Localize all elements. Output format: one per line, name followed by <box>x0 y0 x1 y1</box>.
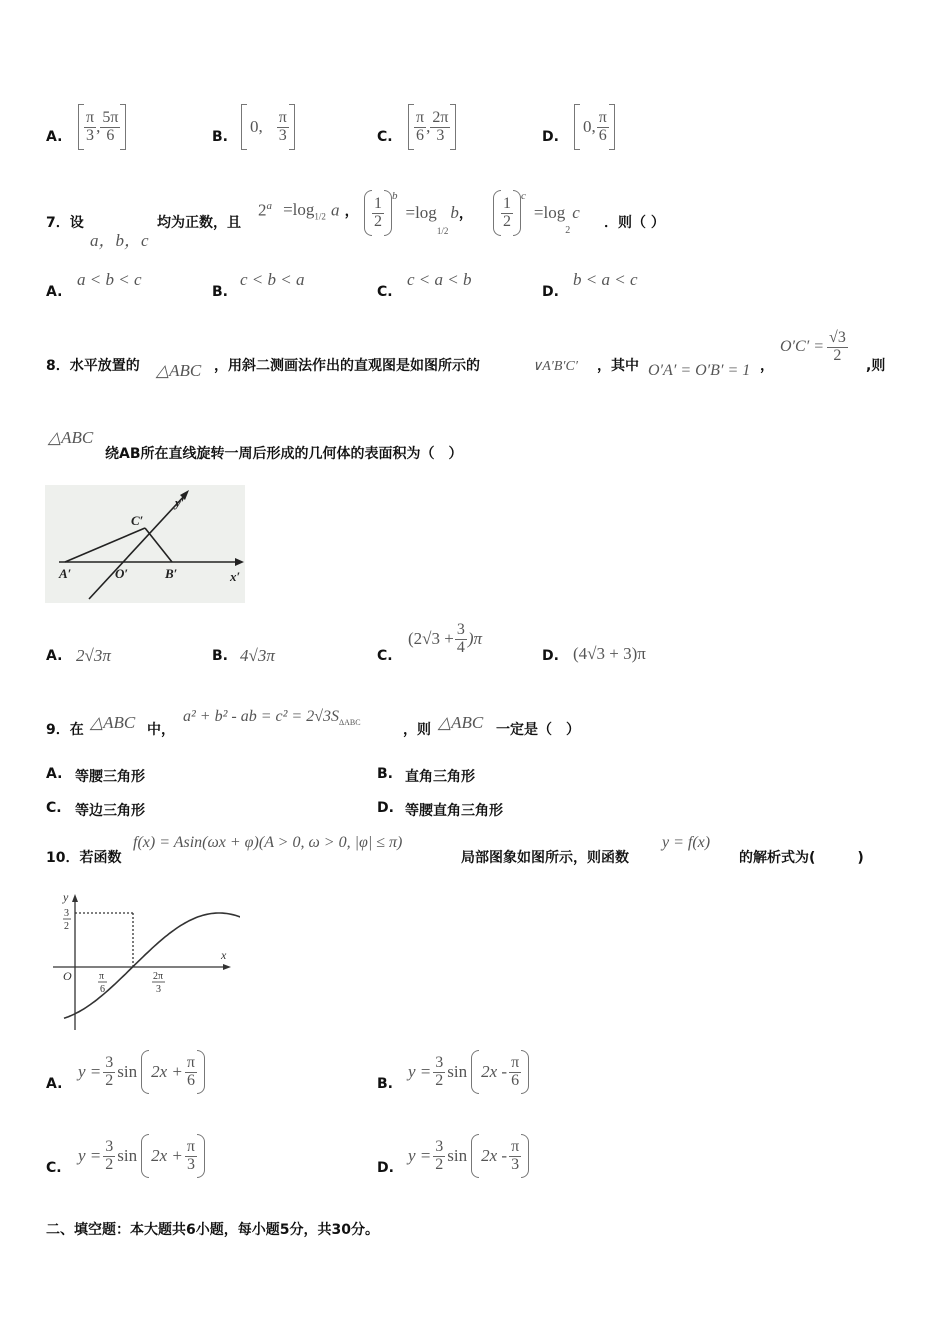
exponent: c <box>521 190 526 202</box>
q9-equation <box>183 706 361 727</box>
ymax-num: 3 <box>64 908 69 919</box>
frac-den: 6 <box>416 126 425 144</box>
function-name: sin <box>117 1146 138 1165</box>
q8-line2-text: 绕AB所在直线旋转一周后形成的几何体的表面积为（ ） <box>105 446 463 462</box>
frac-num: π <box>186 1053 195 1071</box>
q6-option-a-value: $\frac{\pi}{3}$ , $\frac{5\pi}{6}$ <box>78 104 126 150</box>
label-origin: O <box>63 969 72 983</box>
log-arg: b <box>450 203 459 222</box>
frac-den: 2 <box>435 1071 444 1089</box>
y-axis <box>89 494 186 599</box>
q7-option-d-label: D. <box>542 284 559 300</box>
log-arg: a <box>331 200 340 220</box>
frac-num: π <box>186 1137 195 1155</box>
q7-equation-3 <box>493 190 580 236</box>
frac-num: π <box>416 108 425 126</box>
expr-lhs: y = <box>78 1146 102 1165</box>
q10-option-c-value <box>78 1134 205 1178</box>
frac-den: 2 <box>374 212 382 230</box>
q8-figure <box>45 485 245 603</box>
q9-triangle-2: △ABC <box>438 713 484 732</box>
tick-pi6-den: 6 <box>100 984 105 995</box>
sine-curve <box>64 913 240 1018</box>
q8-condition-2 <box>780 330 848 365</box>
frac-den: 3 <box>436 126 445 144</box>
expr-lhs: y = <box>408 1062 432 1081</box>
condition-lhs: O′C′ = <box>780 338 825 356</box>
q7-question-end: ．则（ ） <box>604 215 665 231</box>
frac-den: 2 <box>105 1155 114 1173</box>
frac-num: π <box>278 108 287 126</box>
x-axis-arrow-icon <box>223 964 231 970</box>
q7-option-c-label: C. <box>377 284 393 300</box>
q9-triangle: △ABC <box>90 713 136 732</box>
frac-den: 3 <box>186 1155 195 1173</box>
q9-number: 9．在 <box>46 722 84 738</box>
q8-option-c-value <box>408 622 482 657</box>
exponent: b <box>392 190 398 202</box>
tick-pi6-num: π <box>99 971 105 982</box>
q10-option-b-label: B. <box>377 1076 393 1092</box>
frac-num: √3 <box>829 329 846 346</box>
q9-option-c-value: 等边三角形 <box>75 803 145 819</box>
x-axis-arrow-icon <box>235 558 244 566</box>
interval-start: 0, <box>250 117 263 136</box>
function-arg: 2x + <box>151 1062 183 1081</box>
q7-option-a-value: a < b < c <box>77 270 142 289</box>
label-b: B′ <box>165 566 178 581</box>
frac-num: 3 <box>435 1053 444 1071</box>
q6-option-a-label: A. <box>46 129 63 145</box>
log: =log <box>533 203 566 222</box>
q8-number: 8．水平放置的 <box>46 358 140 374</box>
label-y: y <box>63 890 69 904</box>
frac-den: 2 <box>503 212 511 230</box>
interval-start: 0, <box>583 117 596 136</box>
y-axis-arrow-icon <box>72 894 78 902</box>
frac-den: 6 <box>106 126 115 144</box>
q10-text-2: 的解析式为( ) <box>739 850 864 866</box>
label-c: C′ <box>131 513 144 528</box>
segment-c-b <box>145 528 172 562</box>
frac-den: 3 <box>86 126 95 144</box>
frac-den: 3 <box>278 126 287 144</box>
q8-line2-triangle: △ABC <box>48 428 94 447</box>
q9-text-3: 一定是（ ） <box>496 722 580 738</box>
q7-equation-2 <box>364 190 473 236</box>
q6-option-c-value: $\frac{\pi}{6}$ , $\frac{2\pi}{3}$ <box>408 104 456 150</box>
q9-option-a-value: 等腰三角形 <box>75 769 145 785</box>
sine-graph <box>45 885 240 1035</box>
frac-den: 6 <box>598 126 607 144</box>
tick-2pi3-num: 2π <box>153 971 164 982</box>
q7-option-c-value: c < a < b <box>407 270 472 289</box>
q7-equation-1 <box>258 200 359 222</box>
log-base: 1/2 <box>314 211 326 222</box>
q9-option-b-label: B. <box>377 766 393 782</box>
q10-option-d-value <box>408 1134 529 1178</box>
q6-option-d-label: D. <box>542 129 559 145</box>
frac-den: 6 <box>511 1071 520 1089</box>
q9-text: 中， <box>147 722 175 738</box>
q10-option-d-label: D. <box>377 1160 394 1176</box>
q8-option-d-label: D. <box>542 648 559 664</box>
base: 2 <box>258 200 267 220</box>
frac-num: 2π <box>432 108 449 126</box>
q8-option-b-label: B. <box>212 648 228 664</box>
frac-num: π <box>86 108 95 126</box>
frac-num: 1 <box>374 194 382 212</box>
label-y: y′ <box>175 495 185 510</box>
q10-option-a-label: A. <box>46 1076 63 1092</box>
section-2-title: 二、填空题：本大题共6小题，每小题5分，共30分。 <box>46 1222 379 1238</box>
frac-num: π <box>598 108 607 126</box>
q7-option-d-value: b < a < c <box>573 270 638 289</box>
log-base: 2 <box>565 225 571 236</box>
q10-option-b-value <box>408 1050 529 1094</box>
frac-den: 2 <box>833 346 842 364</box>
equation-main: a² + b² - ab = c² = 2√3S <box>183 708 339 725</box>
q7-number: 7．设 <box>46 215 84 231</box>
function-arg: 2x - <box>481 1062 508 1081</box>
expr-lhs: y = <box>408 1146 432 1165</box>
frac-num: 3 <box>456 621 465 638</box>
label-o: O′ <box>115 566 129 581</box>
q7-option-b-label: B. <box>212 284 228 300</box>
exponent: a <box>266 200 272 212</box>
frac-num: 5π <box>102 108 119 126</box>
expr-pre: (2√3 + <box>408 629 454 649</box>
frac-den: 3 <box>511 1155 520 1173</box>
oblique-projection-diagram <box>45 485 245 603</box>
q6-option-b-value <box>241 104 295 150</box>
label-x: x′ <box>230 569 241 584</box>
label-a: A′ <box>59 566 72 581</box>
q7-vars: a，b，c <box>90 231 149 250</box>
q6-option-b-label: B. <box>212 129 228 145</box>
q8-option-b-value: 4√3π <box>240 646 275 665</box>
equation-sub: ΔABC <box>339 718 361 728</box>
log-arg: c <box>572 203 580 222</box>
q10-number: 10．若函数 <box>46 850 122 866</box>
q10-graph <box>45 885 240 1035</box>
frac-num: π <box>511 1137 520 1155</box>
segment-a-c <box>65 528 145 562</box>
function-name: sin <box>447 1146 468 1165</box>
separator: ， <box>458 206 473 222</box>
q10-text: 局部图象如图所示，则函数 <box>461 850 629 866</box>
q8-separator: ， <box>760 358 774 374</box>
frac-num: 3 <box>105 1053 114 1071</box>
q10-function-2: y = f(x) <box>662 834 711 851</box>
q7-option-a-label: A. <box>46 284 63 300</box>
q10-option-c-label: C. <box>46 1160 62 1176</box>
expr-post: )π <box>467 629 483 649</box>
q8-option-c-label: C. <box>377 648 393 664</box>
expr-lhs: y = <box>78 1062 102 1081</box>
q9-option-b-value: 直角三角形 <box>405 769 475 785</box>
q9-option-d-value: 等腰直角三角形 <box>405 803 503 819</box>
q7-option-b-value: c < b < a <box>240 270 305 289</box>
q6-option-c-label: C. <box>377 129 393 145</box>
frac-num: 3 <box>435 1137 444 1155</box>
q8-triangle: △ABC <box>156 361 202 380</box>
q10-function: f(x) = Asin(ωx + φ)(A > 0, ω > 0, |φ| ≤ π) <box>133 834 403 851</box>
log-base: 1/2 <box>436 226 449 236</box>
q8-condition-1: O′A′ = O′B′ = 1 <box>648 362 751 379</box>
q9-option-a-label: A. <box>46 766 63 782</box>
q8-triangle-prime: ∨A′B′C′ <box>532 359 578 374</box>
q8-option-d-value: (4√3 + 3)π <box>573 644 646 663</box>
frac-den: 2 <box>435 1155 444 1173</box>
tick-2pi3-den: 3 <box>156 984 161 995</box>
label-x: x <box>221 948 227 962</box>
q8-text-2: ，其中 <box>597 358 639 374</box>
log: =log <box>283 200 315 220</box>
q8-option-a-label: A. <box>46 648 63 664</box>
q8-option-a-value: 2√3π <box>76 646 111 665</box>
q9-option-c-label: C. <box>46 800 62 816</box>
frac-den: 6 <box>186 1071 195 1089</box>
frac-den: 2 <box>105 1071 114 1089</box>
q9-option-d-label: D. <box>377 800 394 816</box>
q7-text: 均为正数，且 <box>157 215 241 231</box>
frac-num: π <box>511 1053 520 1071</box>
separator: ， <box>344 203 359 220</box>
frac-num: 3 <box>105 1137 114 1155</box>
ymax-den: 2 <box>64 921 69 932</box>
log: =log <box>405 203 437 222</box>
function-name: sin <box>447 1062 468 1081</box>
function-arg: 2x + <box>151 1146 183 1165</box>
function-name: sin <box>117 1062 138 1081</box>
frac-den: 4 <box>456 638 465 656</box>
q8-text-3: ,则 <box>866 358 886 374</box>
q8-text: ，用斜二测画法作出的直观图是如图所示的 <box>214 358 480 374</box>
frac-num: 1 <box>503 194 511 212</box>
q6-option-d-value <box>574 104 615 150</box>
q10-option-a-value <box>78 1050 205 1094</box>
q9-text-2: ，则 <box>403 722 431 738</box>
function-arg: 2x - <box>481 1146 508 1165</box>
